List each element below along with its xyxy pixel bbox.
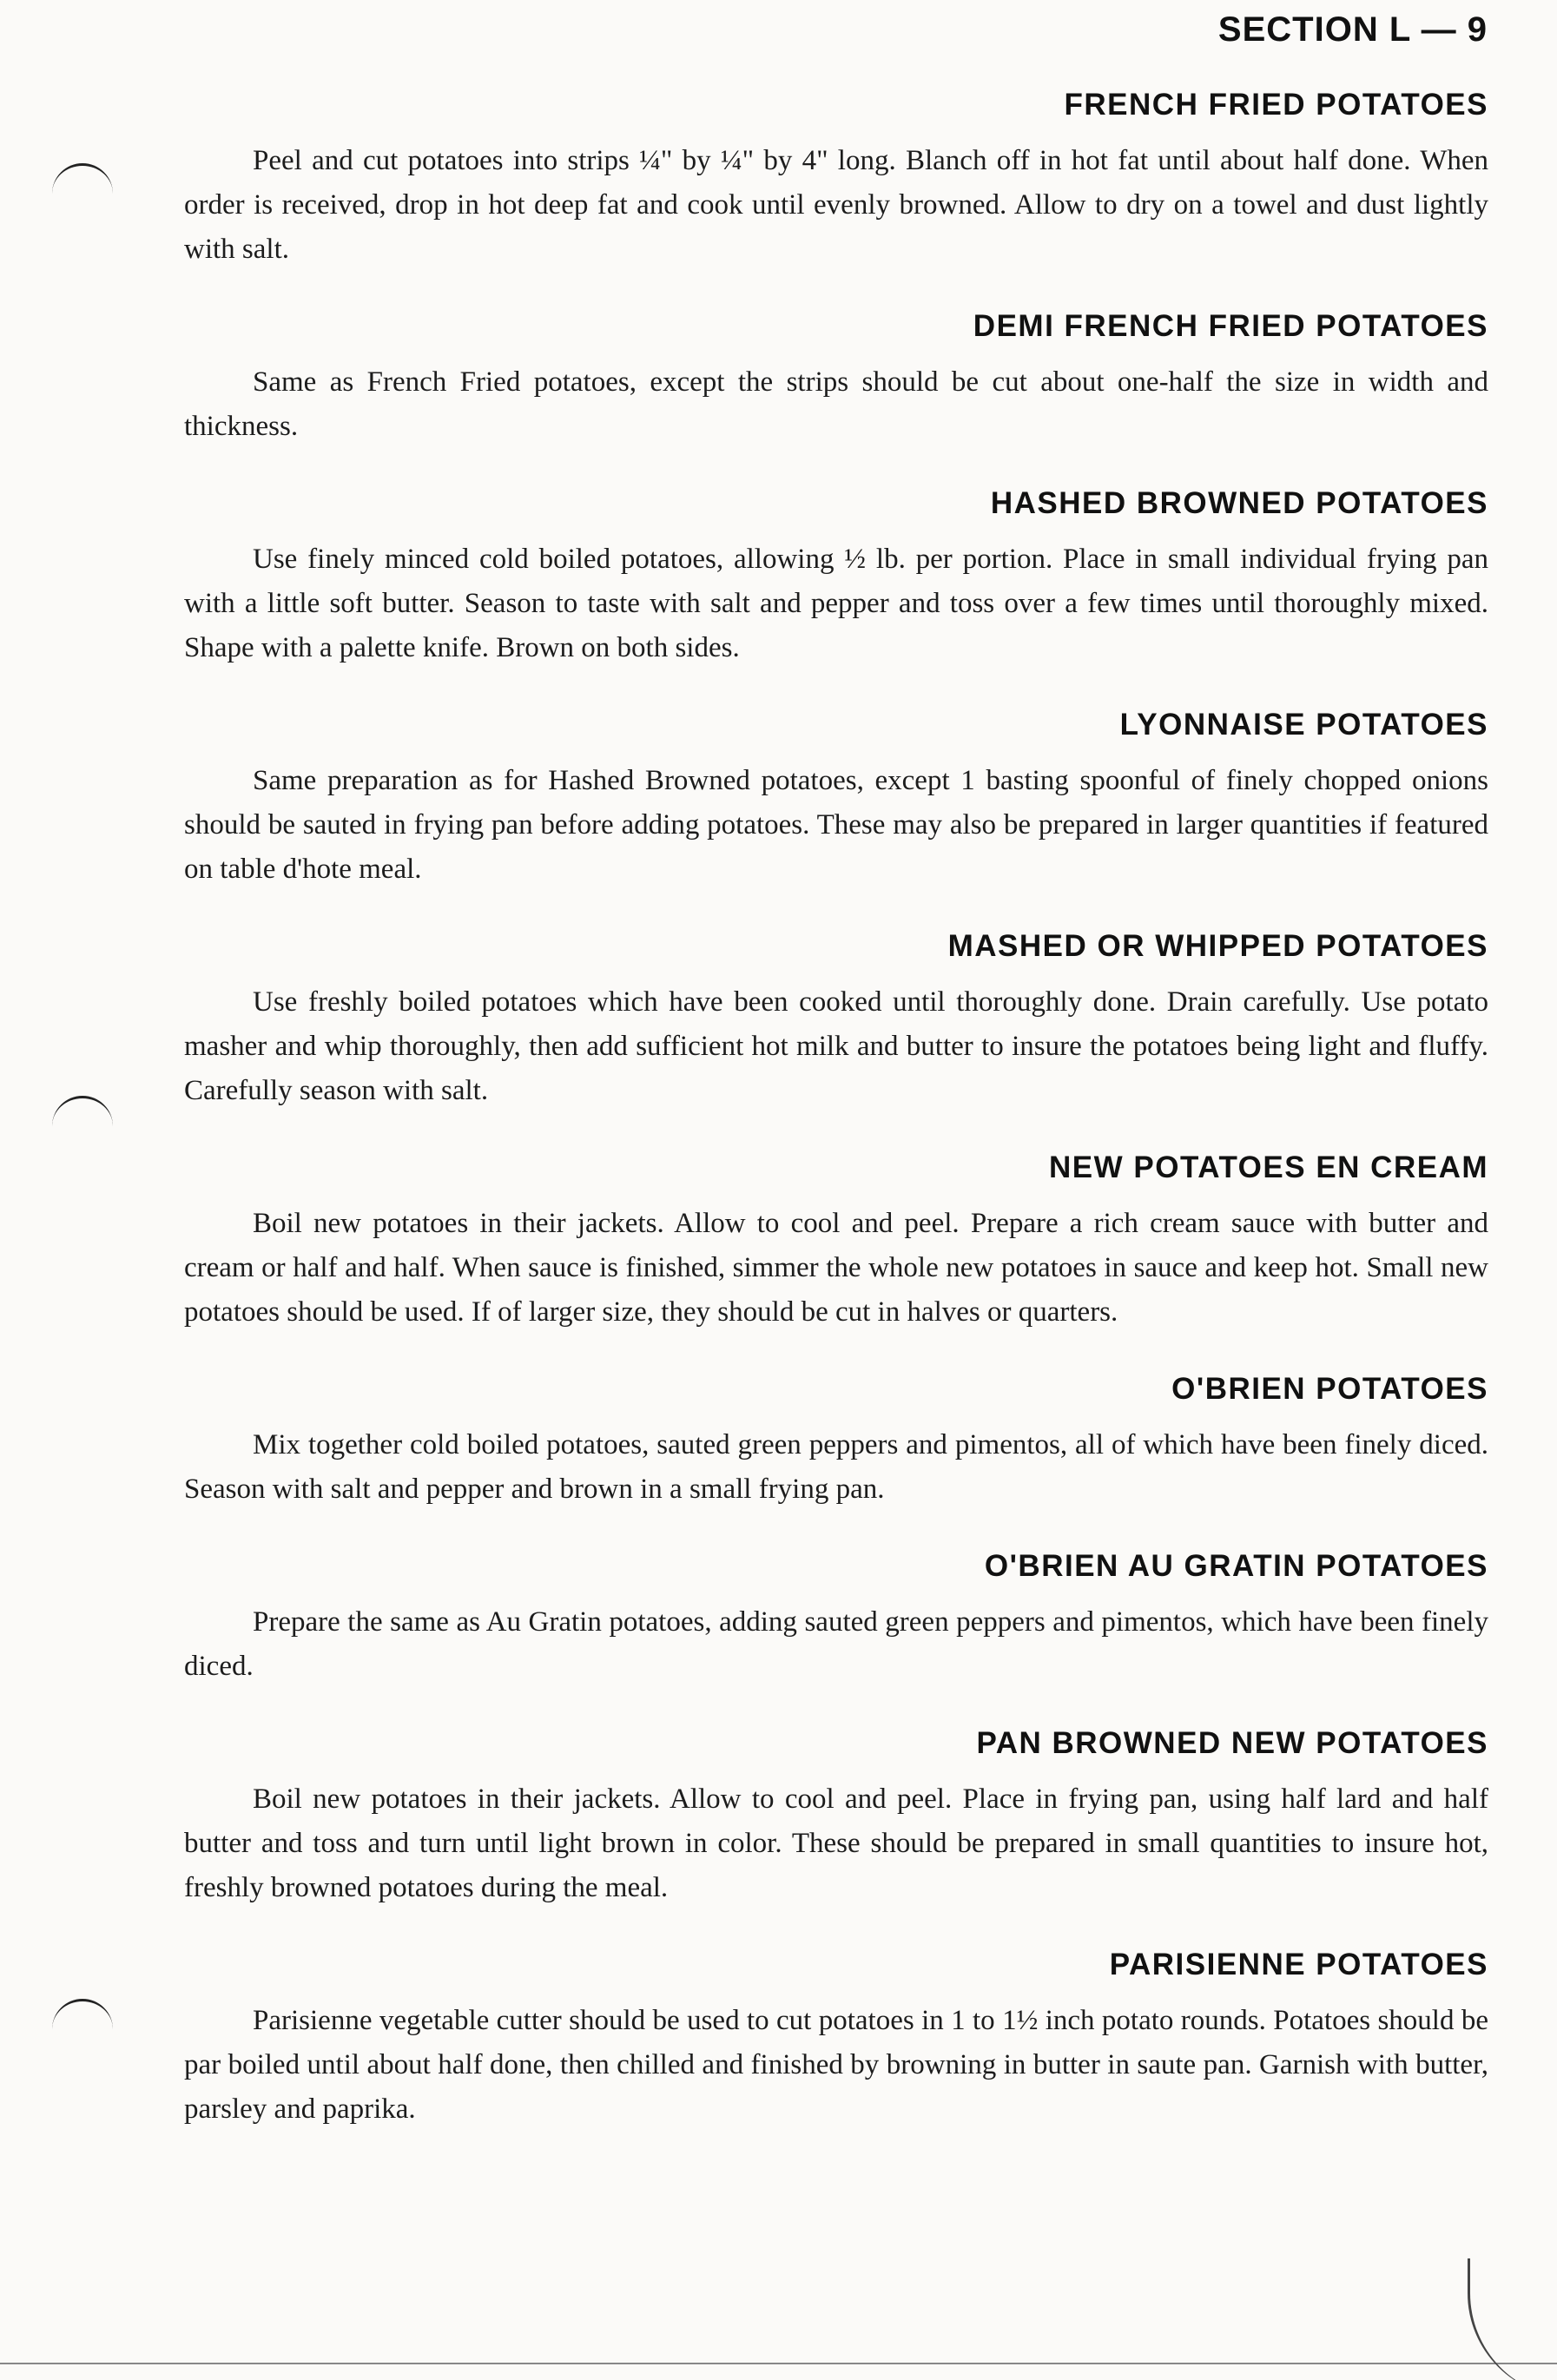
recipe-title: FRENCH FRIED POTATOES [1064,88,1488,122]
recipe-hashed-browned-potatoes [184,485,1488,670]
recipe-pan-browned-new-potatoes [184,1725,1488,1910]
recipe-text: Prepare the same as Au Gratin potatoes, adding sauted green peppers and pimentos, which have been finely diced. [184,1606,1488,1682]
page-bottom-edge [0,2363,1557,2364]
recipe-title: NEW POTATOES EN CREAM [1049,1150,1488,1184]
recipe-text: Mix together cold boiled potatoes, sauted green peppers and pimentos, all of which have been finely diced. Season with salt and pepper and brown in a small frying pan. [184,1429,1488,1505]
section-header: SECTION L — 9 [1217,10,1488,49]
recipe-text: Same preparation as for Hashed Browned potatoes, except 1 basting spoonful of finely chopped onions should be sauted in frying pan before adding potatoes. These may also be prepared in larger quantities if featured on table d'hote meal. [184,765,1488,885]
binder-hole-mark [52,1096,113,1133]
recipe-mashed-or-whipped-potatoes [184,928,1488,1113]
recipe-new-potatoes-en-cream [184,1150,1488,1335]
recipe-text: Same as French Fried potatoes, except the strips should be cut about one-half the size in width and thickness. [184,366,1488,442]
recipe-text: Use finely minced cold boiled potatoes, allowing ½ lb. per portion. Place in small individual frying pan with a little soft butter. Season to taste with salt and pepper and toss over a few times until thoroughly mixed. Shape with a palette knife. Brown on both sides. [184,544,1488,663]
recipe-obrien-au-gratin-potatoes [184,1548,1488,1689]
recipe-text: Boil new potatoes in their jackets. Allow to cool and peel. Place in frying pan, using half lard and half butter and toss and turn until light brown in color. These should be prepared in small quantities to insure hot, freshly browned potatoes during the meal. [184,1783,1488,1903]
recipe-text: Parisienne vegetable cutter should be used to cut potatoes in 1 to 1½ inch potato rounds. Potatoes should be par boiled until about half done, then chilled and finished by browning in butter in saute pan. Garnish with butter, parsley and paprika. [184,2005,1488,2125]
recipe-text: Boil new potatoes in their jackets. Allow to cool and peel. Prepare a rich cream sauce with butter and cream or half and half. When sauce is finished, simmer the whole new potatoes in sauce and keep hot. Small new potatoes should be used. If of larger size, they should be cut in halves or quarters. [184,1208,1488,1328]
binder-hole-mark [52,163,113,201]
page-curl [1468,2258,1557,2380]
recipe-lyonnaise-potatoes [184,707,1488,892]
recipe-title: MASHED OR WHIPPED POTATOES [947,929,1488,963]
recipe-demi-french-fried-potatoes [184,308,1488,449]
recipe-title: PARISIENNE POTATOES [1109,1948,1488,1981]
recipe-title: O'BRIEN AU GRATIN POTATOES [984,1549,1488,1583]
recipe-parisienne-potatoes [184,1947,1488,2132]
recipe-text: Use freshly boiled potatoes which have been cooked until thoroughly done. Drain carefully. Use potato masher and whip thoroughly, then add sufficient hot milk and butter to insure the potatoes being light and fluffy. Carefully season with salt. [184,986,1488,1106]
recipe-french-fried-potatoes [184,87,1488,272]
recipe-title: PAN BROWNED NEW POTATOES [976,1726,1488,1760]
recipe-obrien-potatoes [184,1371,1488,1512]
recipe-title: LYONNAISE POTATOES [1119,708,1488,742]
binder-hole-mark [52,1999,113,2036]
recipe-list [184,87,1488,2168]
recipe-title: HASHED BROWNED POTATOES [990,486,1488,520]
recipe-title: O'BRIEN POTATOES [1171,1372,1488,1406]
recipe-title: DEMI FRENCH FRIED POTATOES [973,309,1488,343]
recipe-text: Peel and cut potatoes into strips ¼" by ¼" by 4" long. Blanch off in hot fat until about half done. When order is received, drop in hot deep fat and cook until evenly browned. Allow to dry on a towel and dust lightly with salt. [184,145,1488,265]
